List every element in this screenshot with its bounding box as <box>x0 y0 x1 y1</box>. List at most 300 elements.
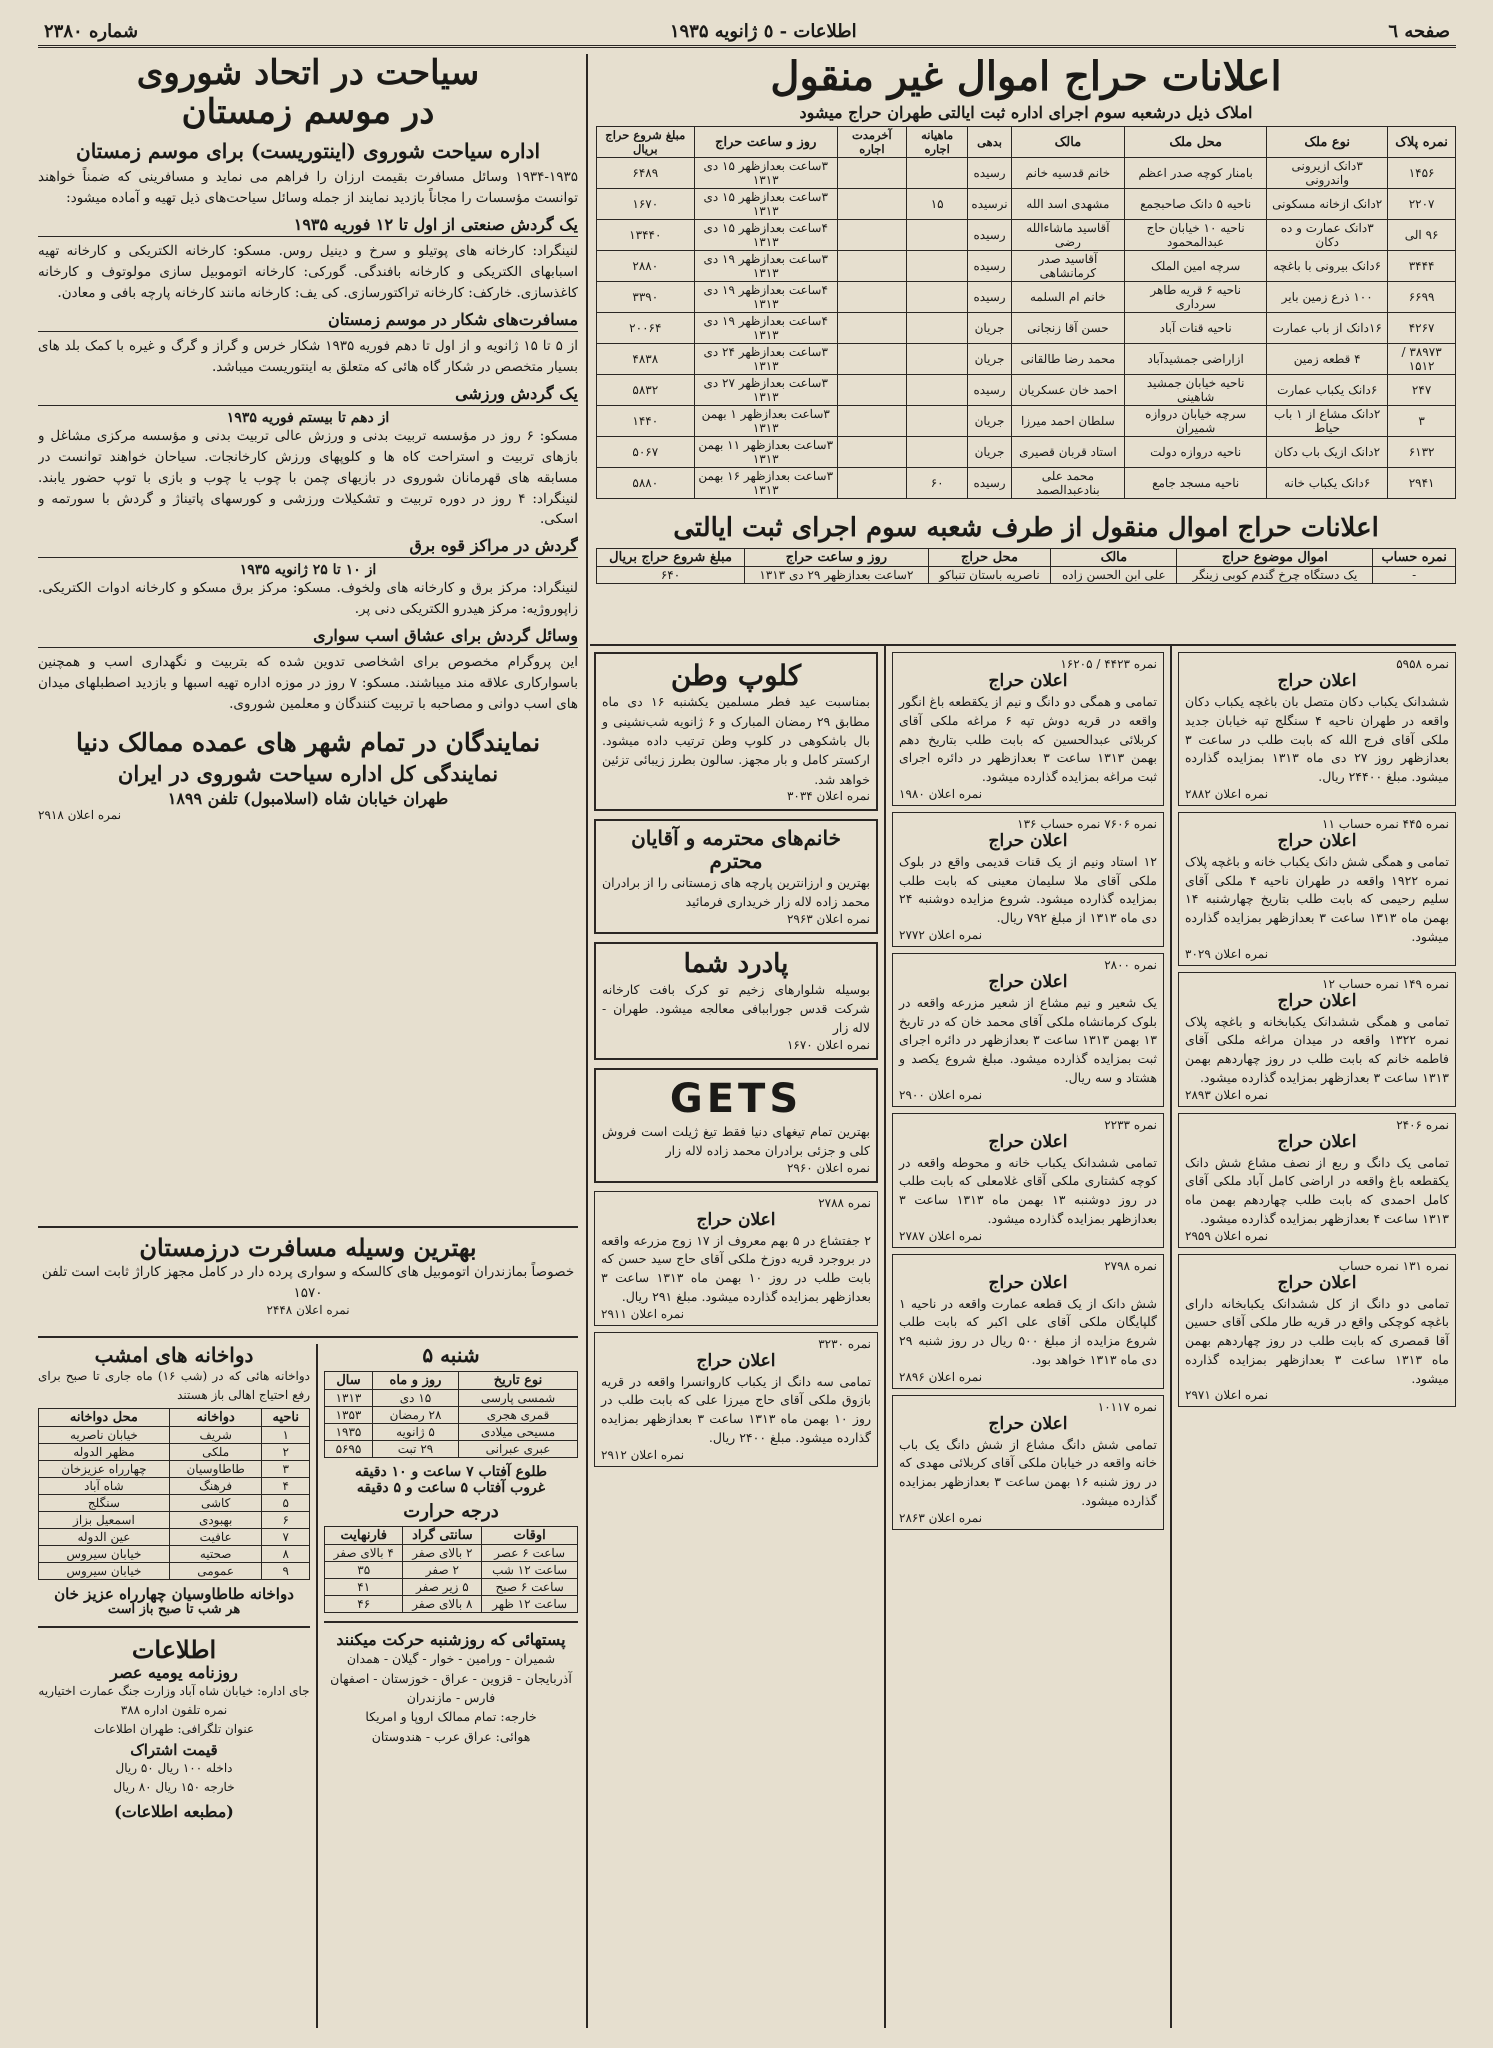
table-row <box>325 1390 578 1407</box>
table-row <box>597 282 1456 313</box>
notice-ref: نمره ۲۷۸۸ <box>818 1195 871 1210</box>
table-cell: عمومی <box>169 1563 262 1580</box>
table-cell: آقاسید صدر کرمانشاهی <box>1011 251 1125 282</box>
table-cell: رسیده <box>968 282 1011 313</box>
table-cell: خیابان ناصریه <box>39 1427 170 1444</box>
movable-table <box>596 548 1456 584</box>
club-body: بمناسبت عید فطر مسلمین یکشنبه ۱۶ دی ماه مطابق ۲۹ رمضان المبارک و ۶ ژانویه شب‌نشینی و بال باشکوهی در کلوپ وطن ترتیب داده میشود. ارکستر کامل و بار مجهز. سالون بطرز زیبائی تزئین خواهد شد. <box>602 694 870 787</box>
real-estate-table-body <box>597 158 1456 499</box>
table-cell: ۴ قطعه زمین <box>1267 344 1388 375</box>
table-cell: ۲دانک ازیک باب دکان <box>1267 437 1388 468</box>
table-cell: یک دستگاه چرخ گندم کوبی زینگر <box>1177 566 1373 583</box>
table-row <box>39 1461 310 1478</box>
issue-number: شماره ۲۳۸۰ <box>44 21 139 42</box>
table-cell: ۶۶۹۹ <box>1388 282 1456 313</box>
table-cell: ۲۰۰۶۴ <box>597 313 695 344</box>
movable-auction-section <box>596 514 1456 642</box>
table-cell: ۲۴۷ <box>1388 375 1456 406</box>
ettelaat-title: اطلاعات <box>131 1635 217 1665</box>
section-body: لنینگراد: کارخانه های پوتیلو و سرخ و دینیل روس. مسکو: کارخانه الکتریکی و کارخانه تهیه اسبابهای الکتریکی و کارخانه بافندگی. گورکی: کارخانه اتوموبیل سازی مولوتوف و کارخانه کاغذسازی. خارکف: کارخانه تراکتورسازی. کی یف: کارخانه مانند کارخانه پارچه بافی و معادن. <box>38 243 578 301</box>
table-row <box>39 1529 310 1546</box>
notice-ref: نمره ۲۴۰۶ <box>1396 1117 1449 1132</box>
table-cell: ساعت ۱۲ شب <box>482 1561 578 1578</box>
table-cell: ۴۸۳۸ <box>597 344 695 375</box>
auction-notice <box>892 652 1164 806</box>
table-header: ناحیه <box>262 1409 310 1427</box>
printer-name: (مطبعه اطلاعات) <box>114 1801 234 1821</box>
ad-number: نمره اعلان ۲۹۷۱ <box>1185 1388 1269 1403</box>
section-body: این پروگرام مخصوص برای اشخاصی تدوین شده که بتربیت و نگهداری اسب و همچنین باسوارکاری علاقه مند میباشند. مسکو: ۷ روز در موزه اداره تهیه اسبها و بازدید اصطبلهای میدان های اسب دوانی و مصاحبه با تربیت کنندگان و معلمین شوروی. <box>38 654 578 713</box>
table-cell <box>906 375 967 406</box>
table-cell: علی ابن الحسن زاده <box>1051 566 1177 583</box>
table-cell: ۳ساعت بعدازظهر ۱۵ دی ۱۳۱۳ <box>694 158 837 189</box>
notice-title: اعلان حراج <box>1277 671 1357 691</box>
auction-notice <box>1178 1254 1456 1408</box>
sunrise: طلوع آفتاب ۷ ساعت و ۱۰ دقیقه <box>354 1464 548 1480</box>
table-cell: قمری هجری <box>459 1407 578 1424</box>
section-date: از دهم تا بیستم فوریه ۱۹۳۵ <box>226 409 390 426</box>
notice-body: ۱۲ استاد ونیم از یک قنات قدیمی واقع در بلوک ملکی آقای ملا سلیمان معینی که بابت طلب بمزایده گذارده میشود. شروع مزایده دوشنبه ۲۴ دی ماه ۱۳۱۳ از مبلغ ۷۹۲ ریال. <box>899 853 1157 925</box>
table-row <box>325 1544 578 1561</box>
gets-logo: GETS <box>669 1075 803 1122</box>
table-cell: ۵ <box>262 1495 310 1512</box>
table-row <box>597 313 1456 344</box>
table-cell: ۱۳۴۴۰ <box>597 220 695 251</box>
post-line: خارجه: تمام ممالک اروپا و امریکا <box>365 1709 537 1725</box>
padard-body: بوسیله شلوارهای زخیم تو کرک بافت کارخانه شرکت قدس جوراببافی معالجه میشود. طهران - لاله زار <box>602 981 870 1036</box>
table-cell: ۲ساعت بعدازظهر ۲۹ دی ۱۳۱۳ <box>745 566 929 583</box>
notice-title: اعلان حراج <box>1277 1131 1357 1152</box>
calendar-table <box>324 1371 578 1458</box>
table-cell: ۷ <box>262 1529 310 1546</box>
table-cell: شاه آباد <box>39 1478 170 1495</box>
table-cell: ۱۰۰ ذرع زمین بایر <box>1267 282 1388 313</box>
ads-column <box>594 652 878 2028</box>
notice-title: اعلان حراج <box>988 971 1068 992</box>
auction-notice <box>594 1191 878 1326</box>
table-cell: رسیده <box>968 375 1011 406</box>
notice-ref: نمره ۴۴۵ نمره حساب ۱۱ <box>1322 816 1449 831</box>
table-cell: ۵۸۳۲ <box>597 375 695 406</box>
table-header: اوقات <box>482 1526 578 1544</box>
auction-notice <box>1178 1113 1456 1248</box>
ladies-title: خانم‌های محترمه و آقایان محترم <box>631 826 841 874</box>
table-cell: ۱۴۴۰ <box>597 406 695 437</box>
table-cell: ۸ بالای صفر <box>403 1595 482 1612</box>
table-cell: مظهر الدوله <box>39 1444 170 1461</box>
table-cell: ۵ ژانویه <box>372 1424 458 1441</box>
table-cell: سنگلج <box>39 1495 170 1512</box>
notice-title: اعلان حراج <box>1277 830 1357 851</box>
table-cell: ناحیه دروازه دولت <box>1125 437 1267 468</box>
table-row <box>597 220 1456 251</box>
table-header: روز و ساعت حراج <box>694 127 837 158</box>
table-cell <box>906 406 967 437</box>
table-cell: ۶دانک یکباب خانه <box>1267 468 1388 499</box>
table-cell: ناحیه خیابان جمشید شاهینی <box>1125 375 1267 406</box>
table-cell: ۴۶ <box>325 1595 403 1612</box>
pharmacies-table-body <box>39 1427 310 1580</box>
notice-ref: نمره ۵۹۵۸ <box>1396 657 1449 671</box>
ettelaat-line: روزنامه یومیه عصر <box>110 1662 238 1682</box>
ad-number: نمره اعلان ۲۸۹۳ <box>1185 1087 1269 1102</box>
article-intro: ۱۹۳۴-۱۹۳۵ وسائل مسافرت بقیمت ارزان را فراهم می نماید و مسافرینی که ضمناً خواهند توانست مؤسسات را مجاناً بازدید نمایند از جمله وسائل سیاحت‌های ذیل تهیه و آماده میشود: <box>38 169 578 207</box>
table-cell: شمسی پارسی <box>459 1390 578 1407</box>
table-cell: عبری عبرانی <box>459 1441 578 1458</box>
table-cell: ۲۲۰۷ <box>1388 189 1456 220</box>
auction-notices-right <box>1178 652 1456 2028</box>
table-row <box>597 189 1456 220</box>
club-ad <box>594 652 878 811</box>
article-title: سیاحت در اتحاد شوروی <box>136 54 480 93</box>
table-cell: ۳ساعت بعدازظهر ۱۹ دی ۱۳۱۳ <box>694 251 837 282</box>
table-cell: بهبودی <box>169 1512 262 1529</box>
table-cell: ۱۳۵۳ <box>325 1407 373 1424</box>
notice-title: اعلان حراج <box>1277 1272 1357 1293</box>
auction-notice <box>892 1113 1164 1248</box>
table-cell: ناحیه ۵ دانک صاحبجمع <box>1125 189 1267 220</box>
table-cell: ۲دانک مشاع از ۱ باب حیاط <box>1267 406 1388 437</box>
auction-notice <box>892 953 1164 1107</box>
notice-title: اعلان حراج <box>696 1350 776 1371</box>
table-cell: سلطان احمد میرزا <box>1011 406 1125 437</box>
agents-subtitle: نمایندگی کل اداره سیاحت شوروی در ایران <box>117 760 499 786</box>
table-header: سانتی گراد <box>403 1526 482 1544</box>
table-row <box>39 1512 310 1529</box>
ad-number: نمره اعلان ۱۶۷۰ <box>786 1037 870 1052</box>
temperature-table <box>324 1526 578 1613</box>
gets-ad <box>594 1068 878 1183</box>
table-row <box>39 1495 310 1512</box>
movable-title: اعلانات حراج اموال منقول از طرف شعبه سوم اجرای ثبت ایالتی <box>673 514 1379 543</box>
column-rule <box>1170 646 1172 2028</box>
ad-number: نمره اعلان ۲۹۶۳ <box>786 911 870 926</box>
notice-ref: نمره ۲۸۰۰ <box>1104 957 1157 972</box>
table-cell <box>837 375 906 406</box>
table-cell <box>837 313 906 344</box>
auction-notice <box>1178 812 1456 966</box>
ad-number: نمره اعلان ۲۹۱۱ <box>601 1306 685 1321</box>
table-cell: خانم ام السلمه <box>1011 282 1125 313</box>
page-number: صفحه ٦ <box>1388 21 1450 42</box>
table-cell: ۳۴۴۴ <box>1388 251 1456 282</box>
table-cell: ملکی <box>169 1444 262 1461</box>
table-cell: ۳ساعت بعدازظهر ۱ بهمن ۱۳۱۳ <box>694 406 837 437</box>
table-cell <box>837 468 906 499</box>
table-cell: آقاسید ماشاءالله رضی <box>1011 220 1125 251</box>
table-row <box>597 566 1456 583</box>
ad-number: نمره اعلان ۲۹۱۲ <box>601 1447 685 1462</box>
table-cell: ۱۵ <box>906 189 967 220</box>
table-header: بدهی <box>968 127 1011 158</box>
table-cell: خانم قدسیه خانم <box>1011 158 1125 189</box>
newspaper-page <box>38 18 1456 2028</box>
table-cell: چهارراه عزیزخان <box>39 1461 170 1478</box>
table-cell: ساعت ۶ صبح <box>482 1578 578 1595</box>
table-row <box>39 1427 310 1444</box>
notice-body: یک شعیر و نیم مشاع از شعیر مزرعه واقعه در بلوک کرمانشاه ملکی آقای محمد خان که در تاریخ ۱۳ بهمن ۱۳۱۳ ساعت ۳ بعدازظهر در دائره اجرای ثبت بمزایده گذارده میشود. مبلغ شروع یکصد و هشتاد و سه ریال. <box>899 994 1157 1085</box>
table-cell: حسن آقا زنجانی <box>1011 313 1125 344</box>
table-cell: ۳ساعت بعدازظهر ۱۶ بهمن ۱۳۱۳ <box>694 468 837 499</box>
table-row <box>597 437 1456 468</box>
notice-ref: نمره ۱۳۱ نمره حساب <box>1338 1258 1449 1273</box>
table-cell: ۳ساعت بعدازظهر ۲۷ دی ۱۳۱۳ <box>694 375 837 406</box>
notice-body: تمامی و همگی ششدانک یکبابخانه و باغچه پلاک نمره ۱۳۲۲ واقعه در میدان مراغه ملکی آقای فاطمه خانم که بابت طلب در روز چهاردهم بهمن ۱۳۱۳ ساعت ۳ بعدازظهر بمزایده گذارده میشود. <box>1185 1013 1450 1085</box>
table-cell: ۲ صفر <box>403 1561 482 1578</box>
table-cell: شریف <box>169 1427 262 1444</box>
notice-body: تمامی دو دانگ از کل ششدانک یکبابخانه دارای باغچه کوچکی واقع در قریه طار ملکی آقای حسین آقا قمصری که بابت طلب در روز چهاردهم بهمن ماه ۱۳۱۳ ساعت ۳ بعدازظهر بمزایده گذارده میشود. <box>1185 1295 1449 1386</box>
section-title: مسافرت‌های شکار در موسم زمستان <box>38 310 578 332</box>
table-cell: ۶۴۸۹ <box>597 158 695 189</box>
table-cell: جریان <box>968 344 1011 375</box>
travel-ad-body: خصوصاً بمازندران اتوموبیل های کالسکه و سواری پرده دار در کامل مجهز کاراژ ثابت است تلفن ۱۵۷۰ <box>41 1263 575 1301</box>
table-cell: ۱۹۳۵ <box>325 1424 373 1441</box>
table-cell: ۹۶ الی <box>1388 220 1456 251</box>
table-cell: ۳ <box>262 1461 310 1478</box>
table-cell: ۲۸۸۰ <box>597 251 695 282</box>
table-cell: ۴ساعت بعدازظهر ۱۹ دی ۱۳۱۳ <box>694 313 837 344</box>
table-cell <box>906 282 967 313</box>
ad-number: نمره اعلان ۱۹۸۰ <box>899 786 983 801</box>
table-cell: ازاراضی جمشیدآباد <box>1125 344 1267 375</box>
pharmacies-title: دواخانه های امشب <box>94 1344 254 1367</box>
real-estate-subtitle: املاک ذیل درشعبه سوم اجرای اداره ثبت ایالتی طهران حراج میشود <box>799 103 1253 122</box>
notice-ref: نمره ۳۲۳۰ <box>818 1336 871 1351</box>
table-cell <box>906 437 967 468</box>
table-cell: جریان <box>968 313 1011 344</box>
notice-body: تمامی و همگی شش دانک یکباب خانه و باغچه پلاک نمره ۱۹۲۲ واقعه در طهران ناحیه ۴ ملکی آقای سلیم رحیمی که بابت طلب بتاریخ چهارشنبه ۱۴ بهمن ماه ۱۳۱۳ ساعت ۳ بعدازظهر بمزایده گذارده میشود. <box>1185 853 1449 944</box>
table-cell: صحتیه <box>169 1546 262 1563</box>
auction-notice <box>594 1332 878 1467</box>
table-cell <box>906 220 967 251</box>
table-row <box>597 468 1456 499</box>
table-cell: ۴ساعت بعدازظهر ۱۹ دی ۱۳۱۳ <box>694 282 837 313</box>
table-cell: ۶۴۰ <box>597 566 745 583</box>
table-header: محل ملک <box>1125 127 1267 158</box>
section-rule <box>38 1336 578 1338</box>
table-row <box>597 251 1456 282</box>
table-row <box>325 1595 578 1612</box>
agents-address: طهران خیابان شاه (اسلامبول) تلفن ۱۸۹۹ <box>167 788 449 808</box>
notice-title: اعلان حراج <box>1277 990 1357 1011</box>
table-cell <box>837 220 906 251</box>
subscription-price: خارجه ۱۵۰ ریال ۸۰ ریال <box>113 1779 235 1794</box>
table-cell: اسمعیل بزاز <box>39 1512 170 1529</box>
table-cell: ۴ <box>262 1478 310 1495</box>
padard-title: پادرد شما <box>683 948 789 979</box>
section-date: از ۱۰ تا ۲۵ ژانویه ۱۹۳۵ <box>239 562 377 579</box>
table-header: سال <box>325 1372 373 1390</box>
section-rule <box>38 1226 578 1228</box>
table-cell: ناحیه قنات آباد <box>1125 313 1267 344</box>
section-body: مسکو: ۶ روز در مؤسسه تربیت بدنی و ورزش عالی تربیت بدنی و مؤسسه مرکزی مشاغل و بازهای تربیت و استراحت کاه ها و کلوپهای ورزش کارخانجات. سیاحان خواهند توانست در مسابقه های قهرمانان شوروی در بازیهای چمن با چوب یا چوب و بازی با توپ حضور یابند. لنینگراد: ۴ روز در دوره تربیت و تشکیلات ورزشی و کورسهای پاتیناژ و گردش با سورتمه و اسکی. <box>38 427 578 528</box>
subscription-title: قیمت اشتراک <box>130 1741 218 1760</box>
section-title: وسائل گردش برای عشاق اسب سواری <box>38 626 578 648</box>
table-cell: محمد رضا طالقانی <box>1011 344 1125 375</box>
post-line: فارس - مازندران <box>406 1690 496 1706</box>
post-title: پستهائی که روزشنبه حرکت میکنند <box>336 1629 566 1649</box>
table-cell: ۵۰۶۷ <box>597 437 695 468</box>
notice-body: تمامی سه دانگ از یکباب کاروانسرا واقعه در قریه بازوق ملکی آقای حاج میرزا علی که بابت طلب در روز ۱۰ بهمن ماه ۱۳۱۳ ساعت ۳ بعدازظهر بمزایده گذارده میشود. مبلغ ۲۴۰۰ ریال. <box>601 1373 871 1445</box>
table-cell: ۴ بالای صفر <box>325 1544 403 1561</box>
pharmacy-footer-note: هر شب تا صبح باز است <box>107 1602 241 1618</box>
column-rule <box>316 1344 318 2028</box>
real-estate-title: اعلانات حراج اموال غیر منقول <box>770 54 1282 100</box>
sunset: غروب آفتاب ۵ ساعت و ۵ دقیقه <box>356 1480 546 1497</box>
padard-ad <box>594 942 878 1060</box>
pharmacies-intro: دواخانه هائی که در (شب ۱۶) ماه جاری تا صبح برای رفع احتیاج اهالی باز هستند <box>38 1369 310 1402</box>
table-cell: ۶دانک یکباب عمارت <box>1267 375 1388 406</box>
table-cell <box>837 158 906 189</box>
notice-body: تمامی شش دانگ مشاع از شش دانگ یک باب خانه واقعه در خیابان ملکی آقای کربلائی مهدی که در روز شنبه ۱۶ بهمن ساعت ۳ بعدازظهر بمزایده گذارده میشود. <box>899 1436 1157 1508</box>
real-estate-table <box>596 126 1456 499</box>
table-cell: ۶دانک بیرونی با باغچه <box>1267 251 1388 282</box>
table-cell: جریان <box>968 437 1011 468</box>
auction-notice <box>892 812 1164 947</box>
table-row <box>325 1561 578 1578</box>
table-cell: ۲دانک ازخانه مسکونی <box>1267 189 1388 220</box>
article-intro-head: اداره سیاحت شوروی (اینتوریست) برای موسم زمستان <box>76 139 540 164</box>
table-row <box>39 1444 310 1461</box>
table-header: اموال موضوع حراج <box>1177 548 1373 566</box>
table-cell: ۲۹۴۱ <box>1388 468 1456 499</box>
table-cell: خیابان سیروس <box>39 1546 170 1563</box>
pharmacies-table <box>38 1408 310 1580</box>
table-cell: محمد علی بنادعبدالصمد <box>1011 468 1125 499</box>
ad-number: نمره اعلان ۲۹۶۰ <box>786 1160 870 1175</box>
auction-notice <box>1178 972 1456 1107</box>
masthead-date: اطلاعات - ٥ ژانویه ۱۹۳۵ <box>669 21 857 42</box>
ad-number: نمره اعلان ۲۸۹۶ <box>899 1369 983 1384</box>
table-cell: ۱۶دانک از باب عمارت <box>1267 313 1388 344</box>
ad-number: نمره اعلان ۲۸۸۲ <box>1185 786 1269 801</box>
calendar-table-body <box>325 1390 578 1458</box>
table-row <box>597 344 1456 375</box>
ettelaat-line: عنوان تلگرافی: طهران اطلاعات <box>93 1721 255 1736</box>
table-header: نمره پلاک <box>1388 127 1456 158</box>
table-header: نوع ملک <box>1267 127 1388 158</box>
notice-title: اعلان حراج <box>988 830 1068 851</box>
table-cell <box>906 313 967 344</box>
table-cell: ۶۱۳۲ <box>1388 437 1456 468</box>
section-rule <box>324 1621 578 1623</box>
table-cell: عین الدوله <box>39 1529 170 1546</box>
travel-ad-title: بهترین وسیله مسافرت درزمستان <box>139 1234 477 1262</box>
ladies-body: بهترین و ارزانترین پارچه های زمستانی را از برادران محمد زاده لاله زار خریداری فرمائید <box>602 875 870 910</box>
table-cell <box>906 251 967 282</box>
ad-number: نمره اعلان ۳۰۳۴ <box>786 789 870 804</box>
ad-number: نمره اعلان ۲۷۷۲ <box>899 927 983 942</box>
ad-number: نمره اعلان ۳۰۲۹ <box>1185 946 1269 961</box>
notice-body: شش دانک از یک قطعه عمارت واقعه در ناحیه ۱ گلپایگان ملکی آقای علی اکبر که بابت طلب شروع مزایده از مبلغ ۵۰۰ ریال در روز شنبه ۲۹ دی ماه ۱۳۱۳ خواهد بود. <box>899 1295 1157 1367</box>
section-title: یک گردش ورزشی <box>38 384 578 406</box>
section-title: گردش در مراکز قوه برق <box>38 536 578 558</box>
section-rule <box>38 1626 310 1628</box>
notice-ref: نمره ۲۷۹۸ <box>1104 1258 1157 1273</box>
table-cell: ناحیه ۱۰ خیابان حاج عبدالمحمود <box>1125 220 1267 251</box>
post-line: آذربایجان - قزوین - عراق - خوزستان - اصفهان <box>330 1670 572 1686</box>
table-cell: ۱۳۱۳ <box>325 1390 373 1407</box>
table-cell: ۳۳۹۰ <box>597 282 695 313</box>
notice-body: تمامی ششدانک یکباب خانه و محوطه واقعه در کوچه کشتاری ملکی آقای غلامعلی که بابت طلب در روز دوشنبه ۱۳ بهمن ماه ۱۳۱۳ ساعت ۳ بعدازظهر بمزایده گذارده میشود. <box>899 1154 1157 1226</box>
ettelaat-line: جای اداره: خیابان شاه آباد وزارت جنگ عمارت اختیاریه <box>38 1684 310 1699</box>
table-header: مالک <box>1011 127 1125 158</box>
table-cell: ۵۶۹۵ <box>325 1441 373 1458</box>
table-header: مبلغ شروع حراج بریال <box>597 127 695 158</box>
notice-title: اعلان حراج <box>988 1413 1068 1434</box>
table-header: روز و ماه <box>372 1372 458 1390</box>
table-header: نمره حساب <box>1373 548 1456 566</box>
table-cell: رسیده <box>968 251 1011 282</box>
table-header: فارنهایت <box>325 1526 403 1544</box>
section-body: لنینگراد: مرکز برق و کارخانه های ولخوف. مسکو: مرکز برق مسکو و کارخانه ادوات الکتریکی. زاپوروژیه: مرکز هیدرو الکتریکی دنی پر. <box>38 580 578 618</box>
table-row <box>325 1407 578 1424</box>
table-cell: ۳۸۹۷۳ / ۱۵۱۲ <box>1388 344 1456 375</box>
table-row <box>597 406 1456 437</box>
table-header: نوع تاریخ <box>459 1372 578 1390</box>
ad-number: نمره اعلان ۲۹۱۸ <box>38 808 122 823</box>
table-cell: ۴۲۶۷ <box>1388 313 1456 344</box>
table-cell <box>906 158 967 189</box>
gets-body: بهترین تمام تیغهای دنیا فقط تیغ ژیلت است فروش کلی و جزئی برادران محمد زاده لاله زار <box>602 1123 870 1159</box>
auction-notices-middle <box>892 652 1164 2028</box>
table-cell: فرهنگ <box>169 1478 262 1495</box>
post-line: هوائی: عراق عرب - هندوستان <box>371 1728 531 1744</box>
table-cell <box>837 406 906 437</box>
table-header: آخرمدت اجاره <box>837 127 906 158</box>
temperature-table-body <box>325 1544 578 1612</box>
table-row <box>325 1424 578 1441</box>
club-title: کلوپ وطن <box>670 659 802 692</box>
section-title: یک گردش صنعتی از اول تا ۱۲ فوریه ۱۹۳۵ <box>38 215 578 237</box>
notice-title: اعلان حراج <box>988 1131 1068 1152</box>
table-row <box>597 375 1456 406</box>
table-row <box>325 1578 578 1595</box>
column-rule <box>884 646 886 2028</box>
ad-number: نمره اعلان ۲۴۴۸ <box>266 1303 350 1318</box>
table-cell: ۳ساعت بعدازظهر ۲۴ دی ۱۳۱۳ <box>694 344 837 375</box>
table-cell: رسیده <box>968 158 1011 189</box>
table-cell: ۸ <box>262 1546 310 1563</box>
auction-notice <box>892 1254 1164 1389</box>
table-cell: ۵۸۸۰ <box>597 468 695 499</box>
table-row <box>597 158 1456 189</box>
auction-notice <box>1178 652 1456 806</box>
auction-notices-center <box>594 1191 878 1467</box>
ad-number: نمره اعلان ۲۸۶۳ <box>899 1510 983 1525</box>
table-cell: عافیت <box>169 1529 262 1546</box>
notice-ref: نمره ۲۲۳۳ <box>1104 1117 1157 1132</box>
table-cell: استاد قربان قصیری <box>1011 437 1125 468</box>
table-cell: ۶ <box>262 1512 310 1529</box>
pharmacy-footer: دواخانه طاطاوسیان چهارراه عزیز خان <box>54 1585 294 1604</box>
table-cell: ساعت ۶ عصر <box>482 1544 578 1561</box>
notice-ref: نمره ۱۰۱۱۷ <box>1097 1399 1157 1414</box>
table-cell <box>906 344 967 375</box>
table-cell: ۳ <box>1388 406 1456 437</box>
table-cell: رسیده <box>968 220 1011 251</box>
table-cell: ۴ساعت بعدازظهر ۱۵ دی ۱۳۱۳ <box>694 220 837 251</box>
table-header: روز و ساعت حراج <box>745 548 929 566</box>
table-cell: ناحیه ۶ قریه طاهر سرداری <box>1125 282 1267 313</box>
table-header: ماهیانه اجاره <box>906 127 967 158</box>
table-cell <box>837 437 906 468</box>
real-estate-auction-section <box>596 54 1456 504</box>
table-cell: - <box>1373 566 1456 583</box>
table-cell: مسیحی میلادی <box>459 1424 578 1441</box>
table-cell: ۴۱ <box>325 1578 403 1595</box>
table-cell <box>837 189 906 220</box>
